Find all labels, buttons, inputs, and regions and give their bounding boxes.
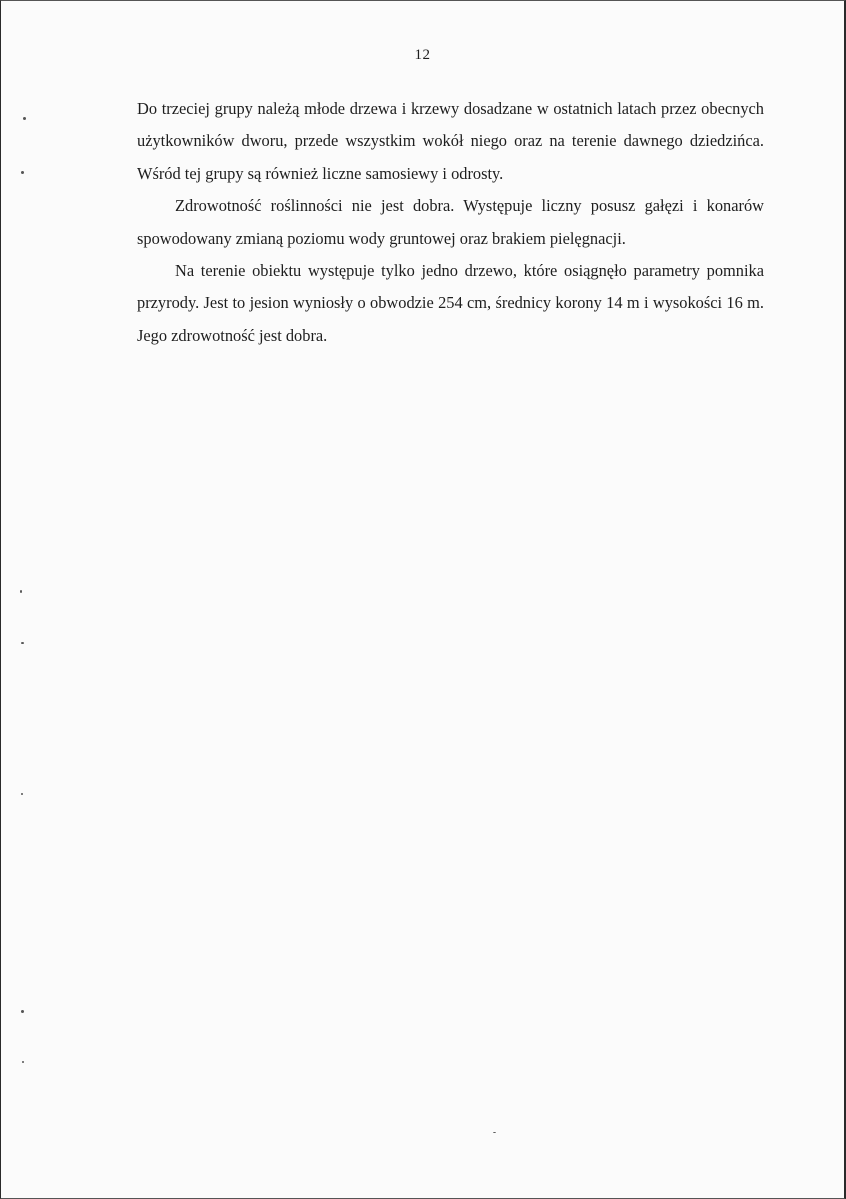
- scan-speck: [493, 1132, 496, 1133]
- scan-speck: [21, 793, 23, 795]
- scan-speck: [21, 1010, 24, 1013]
- scan-speck: [20, 590, 22, 593]
- paragraph-2: Zdrowotność roślinności nie jest dobra. Występuje liczny posusz gałęzi i konarów spowodowany zmianą poziomu wody gruntowej oraz brakiem pielęgnacji.: [137, 196, 764, 248]
- scan-speck: [21, 171, 24, 174]
- paragraph-1: Do trzeciej grupy należą młode drzewa i krzewy dosadzane w ostatnich latach przez obecnych użytkowników dworu, przede wszystkim wokół niego oraz na terenie dawnego dziedzińca. Wśród tej grupy są również liczne samosiewy i odrosty.: [137, 99, 764, 183]
- scan-speck: [21, 642, 24, 644]
- paragraph-3: Na terenie obiektu występuje tylko jedno drzewo, które osiągnęło parametry pomnika przyrody. Jest to jesion wyniosły o obwodzie 254 cm, średnicy korony 14 m i wysokości 16 m. Jego zdrowotność jest dobra.: [137, 261, 764, 345]
- body-text: [137, 93, 764, 352]
- scan-speck: [22, 1061, 24, 1063]
- scan-speck: [23, 117, 26, 120]
- page-number: 12: [414, 47, 431, 63]
